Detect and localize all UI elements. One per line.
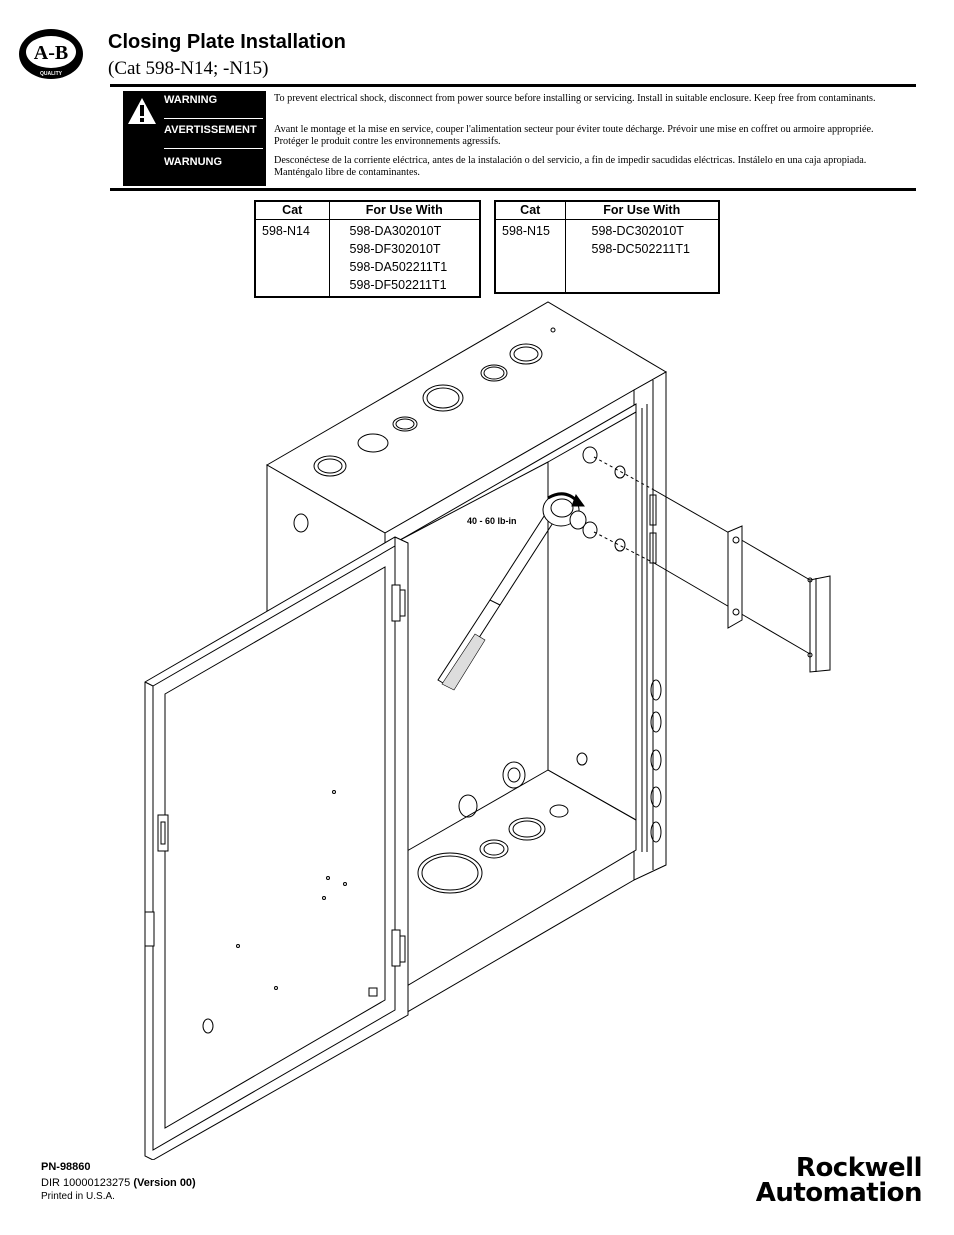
warning-label-de: WARNUNG	[164, 156, 223, 168]
document-title: Closing Plate Installation	[108, 31, 346, 53]
document-id-number: DIR 10000123275	[41, 1177, 131, 1189]
allen-bradley-logo	[18, 28, 84, 80]
warning-text-es: Desconéctese de la corriente eléctrica, antes de la instalación o del servicio, a fin de impedir sacudidas eléctricas. Instálelo en una caja apropiada. Manténgalo libre de contaminantes.	[274, 155, 867, 178]
warning-rule	[110, 188, 916, 191]
document-version: (Version 00)	[133, 1177, 196, 1189]
part-number: PN-98860	[41, 1161, 91, 1173]
compatibility-table-n14	[254, 200, 481, 298]
torque-label: 40 - 60 lb-in	[467, 516, 517, 526]
document-id	[41, 1177, 196, 1189]
table-cell-use: 598-DA502211T1	[349, 259, 448, 274]
warning-separator	[164, 118, 263, 119]
compatibility-table-n15	[494, 200, 720, 294]
warning-separator	[164, 148, 263, 149]
enclosure-right-face	[634, 372, 666, 880]
table-header-use: For Use With	[565, 201, 719, 219]
table-cell-use: 598-DF502211T1	[349, 277, 447, 292]
installation-drawing	[130, 298, 840, 1160]
table-header-cat: Cat	[255, 201, 329, 219]
table-cell-use: 598-DC502211T1	[591, 241, 690, 256]
table-cell-use: 598-DC302010T	[591, 223, 684, 238]
table-cell-use: 598-DA302010T	[349, 223, 442, 238]
warning-label-fr: AVERTISSEMENT	[164, 124, 257, 136]
document-subtitle: (Cat 598-N14; -N15)	[108, 58, 269, 79]
brand-line-1: Rockwell	[795, 1153, 922, 1183]
warning-text-fr: Avant le montage et la mise en service, couper l'alimentation secteur pour éviter toute décharge. Prévoir une mise en coffret ou armoire appropriée. Protéger le produit contre les environnements agressifs.	[274, 124, 874, 147]
warning-label-box	[123, 91, 266, 186]
gasket-strip	[728, 526, 742, 628]
logo-text: A-B	[33, 42, 69, 64]
table-cell-cat: 598-N15	[495, 219, 565, 293]
table-cell-cat: 598-N14	[255, 219, 329, 297]
table-cell-use: 598-DF302010T	[349, 241, 441, 256]
warning-text-en: To prevent electrical shock, disconnect from power source before installing or servicing. Install in suitable enclosure. Keep free from contaminants.	[274, 93, 876, 104]
rockwell-automation-logo	[740, 1153, 922, 1208]
closing-plate	[810, 576, 830, 672]
warning-label-en: WARNING	[164, 94, 218, 106]
table-header-use: For Use With	[329, 201, 480, 219]
printed-in: Printed in U.S.A.	[41, 1191, 115, 1202]
warning-triangle-icon	[127, 97, 157, 125]
header-rule	[110, 84, 916, 87]
table-header-cat: Cat	[495, 201, 565, 219]
logo-badge: QUALITY	[40, 71, 62, 77]
brand-line-2: Automation	[755, 1178, 922, 1208]
